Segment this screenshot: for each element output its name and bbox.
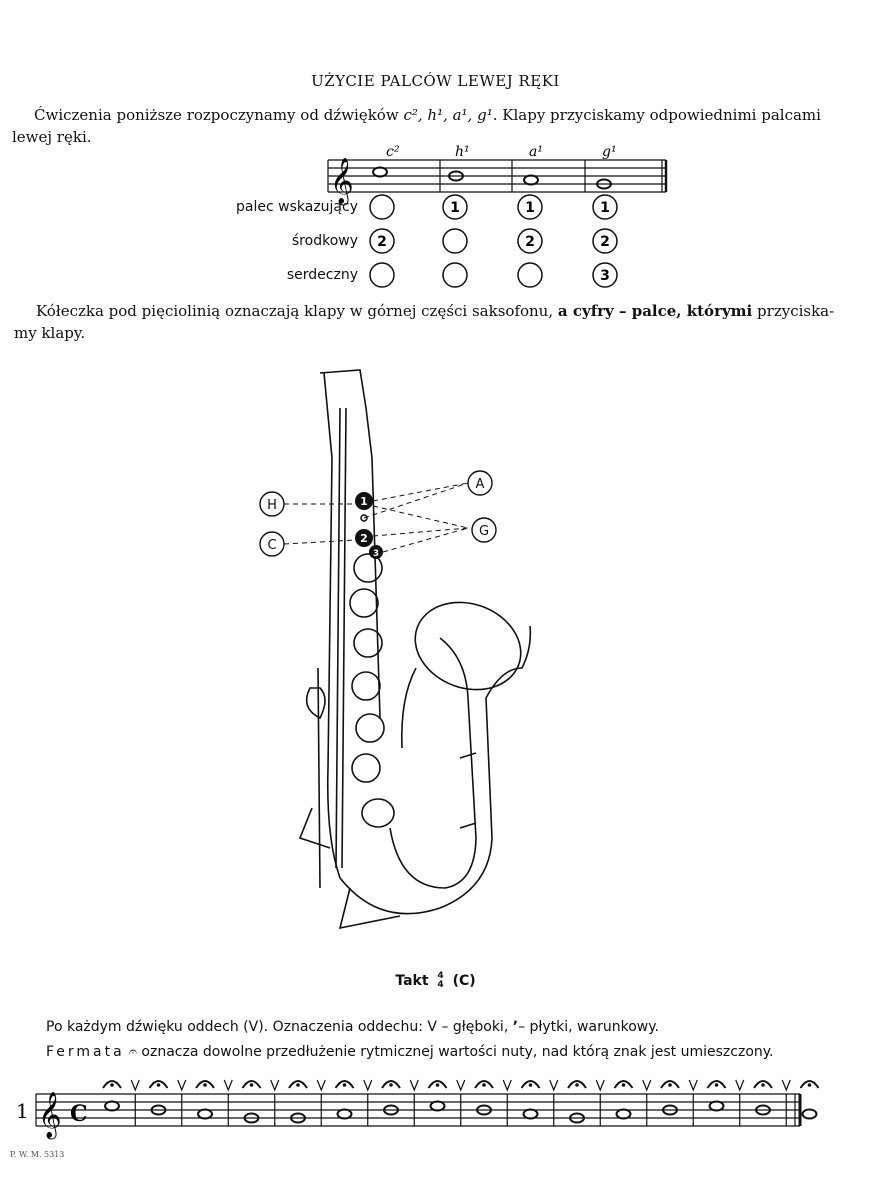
whole-note <box>105 1102 119 1111</box>
page-title: UŻYCIE PALCÓW LEWEJ RĘKI <box>311 72 560 90</box>
breath-mark-icon <box>364 1080 372 1090</box>
fermata-dot <box>343 1083 347 1087</box>
finger-r1-c0: 2 <box>377 234 387 250</box>
breathing-part3: – płytki, warunkowy. <box>518 1019 659 1035</box>
key-number-1: 1 <box>360 495 368 508</box>
staff-notes <box>373 168 611 189</box>
fermata-dot <box>389 1083 393 1087</box>
saxophone-illustration <box>240 368 560 938</box>
finger-numbers <box>377 200 610 284</box>
note-name-c2: c² <box>386 144 400 160</box>
breath-mark-icon <box>503 1080 511 1090</box>
breathing-part1: Po każdym dźwięku oddech (V). <box>46 1019 269 1035</box>
explanation-line2: my klapy. <box>14 324 86 342</box>
whole-note <box>617 1110 631 1119</box>
fermata-rest: oznacza dowolne przedłużenie rytmicznej wartości nuty, nad którą znak jest umieszczony. <box>141 1044 774 1060</box>
callout-A: A <box>475 477 485 492</box>
whole-note <box>710 1102 724 1111</box>
fermata-dot <box>436 1083 440 1087</box>
callout-G: G <box>478 524 490 539</box>
breath-mark-icon <box>643 1080 651 1090</box>
fermata-dot <box>575 1083 579 1087</box>
finger-r1-c3: 2 <box>600 234 610 250</box>
finger-r1-c2: 2 <box>525 234 535 250</box>
breath-mark-icon <box>736 1080 744 1090</box>
fermata-dot <box>296 1083 300 1087</box>
fermata-dot <box>110 1083 114 1087</box>
fermata-dot <box>761 1083 765 1087</box>
callout-C: C <box>267 538 277 553</box>
breathing-note <box>46 1016 659 1038</box>
fermata-note <box>46 1041 774 1063</box>
explanation-bold: a cyfry – palce, którymi <box>557 302 753 320</box>
breath-mark-icon <box>410 1080 418 1090</box>
publisher-code: P. W. M. 5313 <box>10 1150 65 1159</box>
row-label-ring: serdeczny <box>286 267 358 283</box>
intro-paragraph <box>34 104 844 126</box>
breath-mark-icon <box>596 1080 604 1090</box>
breath-mark-icon <box>317 1080 325 1090</box>
finger-r0-c3: 1 <box>600 200 610 216</box>
time-signature-caption <box>0 972 871 990</box>
treble-clef-icon: 𝄞 <box>38 1092 62 1138</box>
fermata-dot <box>157 1083 161 1087</box>
sax-bell <box>403 588 533 704</box>
fermata-dot <box>715 1083 719 1087</box>
breath-mark-icon <box>224 1080 232 1090</box>
explanation-paragraph <box>36 300 856 322</box>
breath-mark-icon <box>271 1080 279 1090</box>
note-name-g1: g¹ <box>602 144 617 160</box>
finger-r2-c3: 3 <box>600 268 610 284</box>
exercise-number: 1 <box>16 1099 29 1123</box>
note-name-a1: a¹ <box>529 144 543 160</box>
explanation-line1: Kółeczka pod pięciolinią oznaczają klapy w górnej części saksofonu, <box>36 302 554 320</box>
takt-fraction <box>437 972 443 990</box>
common-time: C <box>70 1101 88 1127</box>
fermata-dot <box>808 1083 812 1087</box>
takt-alt: (C) <box>452 973 476 989</box>
comma-breath-icon: ʼ <box>512 1019 519 1035</box>
breath-mark-icon <box>782 1080 790 1090</box>
whole-note <box>198 1110 212 1119</box>
finger-r0-c2: 1 <box>525 200 535 216</box>
finger-r0-c1: 1 <box>450 200 460 216</box>
breath-mark-icon <box>457 1080 465 1090</box>
fermata-word: Fermata <box>46 1044 125 1060</box>
intro-notes: c², h¹, a¹, g¹ <box>403 106 493 124</box>
fermata-dot <box>529 1083 533 1087</box>
callout-H: H <box>267 498 277 513</box>
sax-keys <box>300 554 476 928</box>
fermata-dot <box>203 1083 207 1087</box>
fermata-dot <box>250 1083 254 1087</box>
whole-note <box>524 1110 538 1119</box>
whole-note <box>431 1102 445 1111</box>
whole-note <box>803 1110 817 1119</box>
takt-label: Takt <box>395 973 429 989</box>
fermata-dot <box>622 1083 626 1087</box>
row-label-middle: środkowy <box>291 233 358 249</box>
key-circles <box>370 195 617 287</box>
explanation-end: przyciska- <box>757 302 835 320</box>
breath-mark-icon <box>550 1080 558 1090</box>
whole-note <box>338 1110 352 1119</box>
fermata-dot <box>482 1083 486 1087</box>
takt-num: 4 <box>437 971 444 981</box>
note-name-h1: h¹ <box>455 144 470 160</box>
fermata-dot <box>668 1083 672 1087</box>
fermata-icon: 𝄐 <box>129 1044 137 1060</box>
row-label-index: palec wskazujący <box>236 199 358 215</box>
intro-line1-rest: . Klapy przyciskamy odpowiednimi palcami <box>492 106 821 124</box>
key-number-3: 3 <box>372 549 380 559</box>
intro-line2: lewej ręki. <box>12 128 92 146</box>
exercise-1-staff <box>0 1066 871 1146</box>
takt-den: 4 <box>437 980 444 990</box>
breathing-part2: Oznaczenia oddechu: V – głęboki, <box>272 1019 509 1035</box>
exercise-notes <box>103 1080 819 1126</box>
breath-mark-icon <box>178 1080 186 1090</box>
fingering-chart <box>0 140 871 300</box>
breath-mark-icon <box>689 1080 697 1090</box>
intro-line1-text: Ćwiczenia poniższe rozpoczynamy od dźwięków <box>34 106 399 124</box>
breath-mark-icon <box>131 1080 139 1090</box>
key-number-2: 2 <box>360 532 368 545</box>
treble-clef-icon: 𝄞 <box>330 158 354 204</box>
